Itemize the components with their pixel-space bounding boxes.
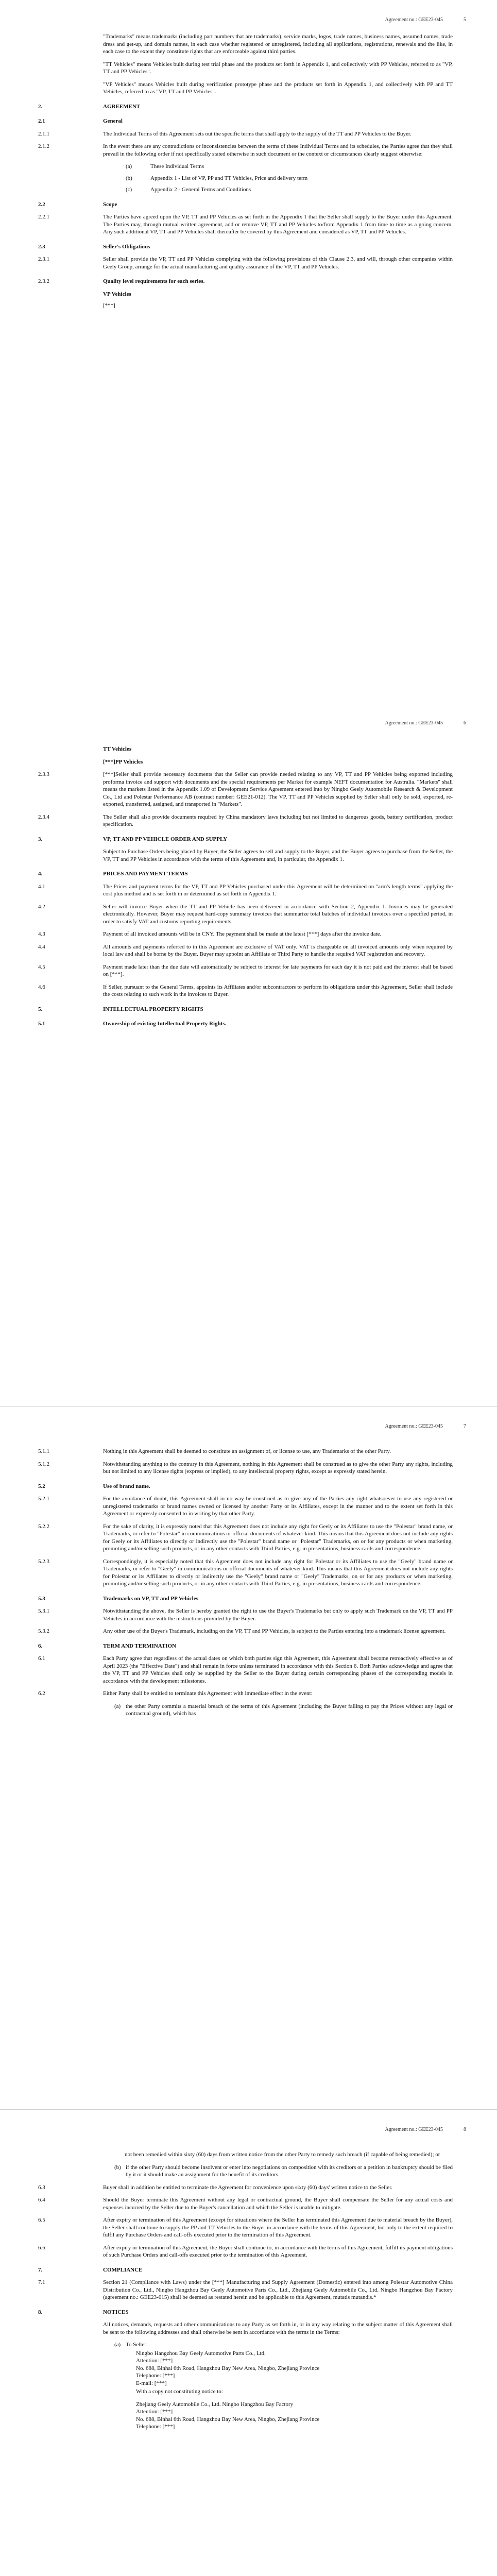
clause: 4.2 Seller will invoice Buyer when the TT and PP Vehicle has been delivered in accordance with Section 2, Appendix 1. Invoices may be generated electronically. However, Buyer may request hard-copy summary invoices that summarize total batches of individual invoices over a specified period, in order to satisfy VAT and customs reporting requirements. xyxy=(38,903,453,925)
clause: 2.3.4 The Seller shall also provide documents required by China mandatory laws including but not limited to dangerous goods, battery certification, product specification. xyxy=(38,814,453,828)
clause: 5.1.2 Notwithstanding anything to the contrary in this Agreement, nothing in this Agreement shall be construed as to give the other Party any rights, including but not limited to any license rights (express or implied), to any intellectual property rights, except as expressly stated herein. xyxy=(38,1461,453,1475)
section-heading: 2.3.2 Quality level requirements for each series. xyxy=(38,278,205,285)
definition-vp-vehicles: "VP Vehicles" means Vehicles built during verification prototype phase and the products set forth in Appendix 1, and collectively with PP and TT Vehicles, referred to as "VP, TT and PP Vehicles". xyxy=(103,81,453,95)
section-heading: 2.1 General xyxy=(38,118,123,125)
clause: 4.3 Payment of all invoiced amounts will be in CNY. The payment shall be made at the latest [***] days after the invoice date. xyxy=(38,931,382,938)
page-number: 5 xyxy=(464,17,466,23)
section-heading: 6. TERM AND TERMINATION xyxy=(38,1642,176,1649)
definition-trademarks: "Trademarks" means trademarks (including part numbers that are trademarks), service marks, logos, trade names, business names, assumed names, trade dress and get-up, and domain names, in each case whether registered or unregistered, including all applications, registrations, renewals and the like, in each case to the extent they constitute rights that are enforceable against third parties. xyxy=(103,33,453,55)
clause: 5.3.2 Any other use of the Buyer's Trademark, including on the VP, TT and PP Vehicles, is subject to the Parties entering into a trademark license agreement. xyxy=(38,1628,446,1635)
page-header: Agreement no.: GEE23-045 7 xyxy=(385,1423,466,1429)
clause-text: Subject to Purchase Orders being placed by Buyer, the Seller agrees to sell and supply to the Buyer, and the Buyer agrees to purchase from the Seller, the VP, TT and PP Vehicles in accordance with the terms of this Agreement and, in particular, the Appendix 1. xyxy=(103,849,453,862)
clause: 4.4 All amounts and payments referred to in this Agreement are exclusive of VAT only. VAT is chargeable on all invoiced amounts only when required by local law and shall be borne by the Buyer. Buyer may appoint an Affiliate or Third Party to handle the required VAT registration and recovery. xyxy=(38,943,453,958)
section-heading: 5.2 Use of brand name. xyxy=(38,1483,150,1489)
list-item: (c) Appendix 2 - General Terms and Conditions xyxy=(126,187,251,193)
page-8 xyxy=(0,2110,497,2576)
section-heading: 7. COMPLIANCE xyxy=(38,2266,143,2273)
clause: 4.1 The Prices and payment terms for the VP, TT and PP Vehicles purchased under this Agreement will be determined on "arm's length terms" applying the cost plus method and is set forth in or determined as set forth in Appendix 1. xyxy=(38,883,453,897)
clause: 5.2.2 For the sake of clarity, it is expressly noted that this Agreement does not include any right for Geely or its Affiliates to use the "Polestar" brand name, or Trademarks, or refer to "Polestar" in communications or official documents of whatever kind. This means that this Agreement does not include any rights for Geely or its Affiliates to directly or indirectly use the "Polestar" brand name or "Polestar" Trademarks, on or for any products or when marketing, promoting and/or selling such products, or in any other contacts with Third Parties, e.g. in presentations, business cards and correspondence. xyxy=(38,1523,453,1552)
clause: 5.2.3 Correspondingly, it is especially noted that this Agreement does not include any right for Polestar or its Affiliates to use the "Geely" brand name or Trademarks, or refer to "Geely" in communications or official documents of whatever kind. This means that this Agreement does not include any rights for Polestar or its Affiliates to directly or indirectly use the "Geely" brand name or "Geely" Trademarks, on or for any products or when marketing, promoting and/or selling such products, or in any other contacts with Third Parties, e.g. in presentations, business cards and correspondence. xyxy=(38,1558,453,1587)
clause: 2.1.1 The Individual Terms of this Agreement sets out the specific terms that shall apply to the supply of the TT and PP Vehicles to the Buyer. xyxy=(38,130,412,137)
page-header: Agreement no.: GEE23-045 8 xyxy=(385,2127,466,2132)
sub-clause: (a) the other Party commits a material breach of the terms of this Agreement (including the Buyer failing to pay the Prices without any legal or contractual ground), which has xyxy=(114,1703,453,1717)
clause: 6.1 Each Party agree that regardless of the actual dates on which both parties sign this Agreement, this Agreement shall become retroactively effective as of April 2023 (the "Effective Date") and shall remain in force unless terminated in accordance with this Section 6. Both Parties acknowledge and agree that the VP, TT and PP Vehicles shall only be supplied by the Seller to the Buyer during certain corresponding phases of the corresponding models in accordance with the development milestones. xyxy=(38,1655,453,1684)
page-number: 7 xyxy=(464,1423,466,1429)
clause: 5.1.1 Nothing in this Agreement shall be deemed to constitute an assignment of, or license to use, any Trademarks of the other Party. xyxy=(38,1448,391,1454)
page-number: 6 xyxy=(464,720,466,726)
copy-address-block: Zhejiang Geely Automobile Co., Ltd. Ningbo Hangzhou Bay Factory Attention: [***] No. 688, Binhai 6th Road, Hangzhou Bay New Area, Ningbo, Zhejiang Province Telephone: [***] xyxy=(136,2401,320,2430)
clause: 2.3.1 Seller shall provide the VP, TT and PP Vehicles complying with the following provisions of this Clause 2.3, and will, through other companies within Geely Group, arrange for the actual manufacturing and quality assurance of the VP, TT and PP Vehicles. xyxy=(38,256,453,270)
page-6 xyxy=(0,703,497,1406)
clause: 6.4 Should the Buyer terminate this Agreement without any legal or contractual ground, the Buyer shall compensate the Seller for any actual costs and expenses incurred by the Seller due to the Buyer's cancellation and which the Seller is unable to mitigate. xyxy=(38,2197,453,2211)
vp-vehicles-heading: VP Vehicles xyxy=(103,291,131,297)
clause: 7.1 Section 21 (Compliance with Laws) under the [***] Manufacturing and Supply Agreement (Domestic) entered into among Polestar Automotive China Distribution Co., Ltd., Ningbo Hangzhou Bay Geely Automotive Parts Co., Ltd., Zhejiang Geely Automobile Co., Ltd. Ningbo Hangzhou Bay Factory (agreement no.: GEE23-015) shall be deemed as restated herein and be applicable to this Agreement, mutatis mutandis.* xyxy=(38,2279,453,2301)
section-heading: 8. NOTICES xyxy=(38,2309,129,2315)
page-header: Agreement no.: GEE23-045 6 xyxy=(385,720,466,726)
page-5 xyxy=(0,0,497,703)
page-header: Agreement no.: GEE23-045 5 xyxy=(385,17,466,23)
list-item: (b) Appendix 1 - List of VP, PP and TT Vehicles, Price and delivery term xyxy=(126,175,308,181)
notice-recipient: (a) To Seller: xyxy=(114,2342,148,2348)
clause: 2.1.2 In the event there are any contradictions or inconsistencies between the terms of these Individual Terms and its schedules, the Parties agree that they shall prevail in the following order if not specifically stated otherwise in such document or the context or circumstances clearly suggest otherwise: xyxy=(38,143,453,157)
section-heading: 2.3 Seller's Obligations xyxy=(38,243,150,250)
sub-clause: (b) if the other Party should become insolvent or enter into negotiations on composition with its creditors or a petition in bankruptcy should be filed by it or it should make an assignment for the benefit of its creditors. xyxy=(114,2164,453,2178)
page-number: 8 xyxy=(464,2127,466,2132)
clause: 4.5 Payment made later than the due date will automatically be subject to interest for late payments for each day it is not paid and the interest shall be based on [***]. xyxy=(38,963,453,978)
clause: 2.3.3 [***]Seller shall provide necessary documents that the Seller can provide needed relating to any VP, TT and PP Vehicles being exported including proforma invoice and support with documents and the special requirements per Market for example NEFT documentation for Australia. "Markets" shall means the markets listed in the Appendix 1.09 of Development Service Agreement entered into by Ningbo Geely Automobile Research & Development Co., Ltd and Polestar Performance AB (contract number: GEE21-012). The VP, TT and PP Vehicles supplied by Seller shall only be sold, exported, re-exported, transferred, assigned, and transported in "Markets". xyxy=(38,771,453,808)
redacted-text: [***] xyxy=(103,302,115,309)
clause: 6.5 After expiry or termination of this Agreement (except for situations where the Seller has terminated this Agreement due to material breach by the Buyer), the Seller shall continue to supply the PP and TT Vehicles to the Buyer in accordance with the terms of this Agreement, but only to the extent required to fulfil any Purchase Orders and call-offs executed prior to the termination of this Agreement. xyxy=(38,2217,453,2239)
section-heading: 2.2 Scope xyxy=(38,201,117,208)
section-heading: 4. PRICES AND PAYMENT TERMS xyxy=(38,871,188,877)
clause: 5.2.1 For the avoidance of doubt, this Agreement shall in no way be construed as to give any of the Parties any right whatsoever to use any registered or unregistered trademarks or brand names owned or licensed by another Party or its Affiliates, except in the manner and to the extent set forth in this Agreement or expressly consented to in writing by that other Party. xyxy=(38,1496,453,1517)
clause: 6.3 Buyer shall in addition be entitled to terminate the Agreement for convenience upon sixty (60) days' written notice to the Seller. xyxy=(38,2184,392,2191)
clause-text: All notices, demands, requests and other communications to any Party as set forth in, or in any way relating to the subject matter of this Agreement shall be sent to the following addresses and shall otherwise be sent in accordance with the terms in the Terms: xyxy=(103,2321,453,2335)
sub-clause-continued: not been remedied within sixty (60) days from written notice from the other Party to remedy such breach (if capable of being remedied); or xyxy=(125,2151,440,2158)
section-heading: 3. VP, TT AND PP VEHICLE ORDER AND SUPPLY xyxy=(38,836,228,842)
clause: 4.6 If Seller, pursuant to the General Terms, appoints its Affiliates and/or subcontractors to perform its obligations under this Agreement, Seller shall include the costs relating to such work in the invoices to Buyer. xyxy=(38,984,453,998)
definition-tt-vehicles: "TT Vehicles" means Vehicles built during test trial phase and the products set forth in Appendix 1, and collectively with PP Vehicles, referred to as "VP, TT and PP Vehicles". xyxy=(103,61,453,75)
clause: 6.2 Either Party shall be entitled to terminate this Agreement with immediate effect in the event: xyxy=(38,1690,313,1697)
list-item: (a) These Individual Terms xyxy=(126,163,204,170)
tt-vehicles-heading: TT Vehicles xyxy=(103,746,132,752)
clause: 5.3.1 Notwithstanding the above, the Seller is hereby granted the right to use the Buyer's Trademarks but only to apply such Trademark on the VP, TT and PP Vehicles in accordance with the instructions provided by the Buyer. xyxy=(38,1608,453,1622)
clause: 2.2.1 The Parties have agreed upon the VP, TT and PP Vehicles as set forth in the Appendix 1 that the Seller shall supply to the Buyer under this Agreement. The Parties may, through mutual written agreement, add or remove VP, TT and PP Vehicles to/from Appendix 1 from time to time as a going concern. Any such additional VP, TT and PP Vehicles shall thereafter be covered by this Agreement and considered as VP, TT and PP Vehicles. xyxy=(38,214,453,235)
page-7 xyxy=(0,1406,497,2110)
section-heading: 5. INTELLECTUAL PROPERTY RIGHTS xyxy=(38,1006,203,1012)
seller-address-block: Ningbo Hangzhou Bay Geely Automotive Parts Co., Ltd. Attention: [***] No. 688, Binhai 6th Road, Hangzhou Bay New Area, Ningbo, Zhejiang Province Telephone: [***] E-mail: [***] With a copy not constituting notice to: xyxy=(136,2350,320,2395)
section-heading: 5.1 Ownership of existing Intellectual Property Rights. xyxy=(38,1021,227,1027)
clause: 6.6 After expiry or termination of this Agreement, the Buyer shall continue to, in accordance with the terms of this Agreement, fulfill its payment obligations of such Purchase Orders and call-offs executed prior to the termination of this Agreement. xyxy=(38,2244,453,2259)
section-heading: 2. AGREEMENT xyxy=(38,103,141,110)
pp-vehicles-heading: [***]PP Vehicles xyxy=(103,758,143,765)
section-heading: 5.3 Trademarks on VP, TT and PP Vehicles xyxy=(38,1595,198,1602)
